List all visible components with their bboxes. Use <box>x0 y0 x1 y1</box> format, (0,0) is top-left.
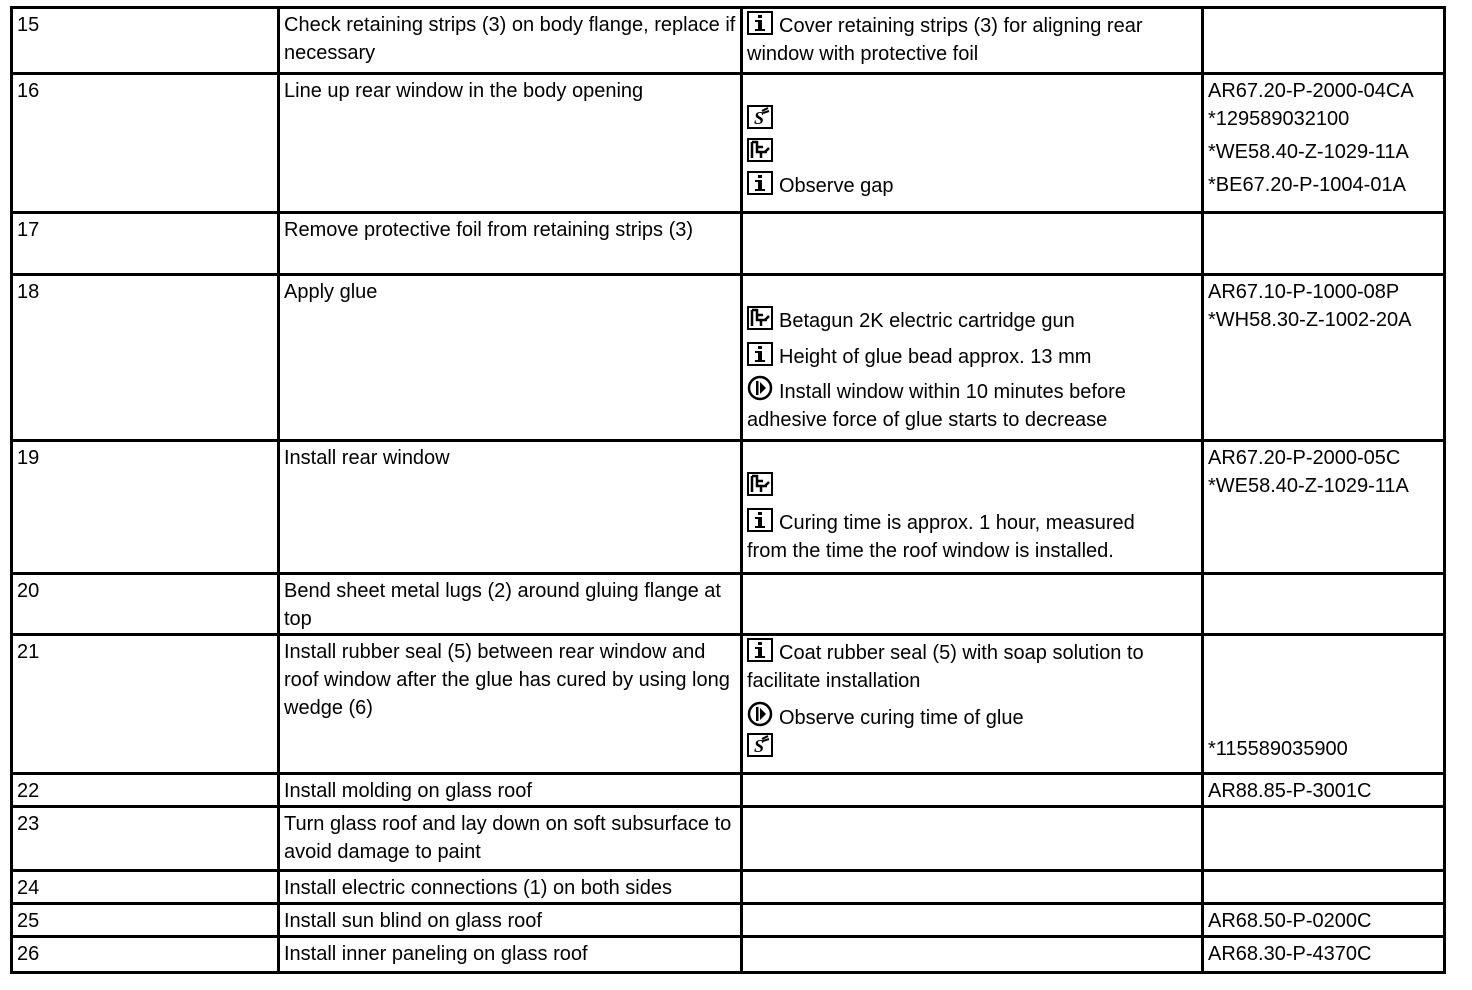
reference-link[interactable]: AR68.50-P-0200C <box>1208 910 1372 932</box>
step-notes <box>742 871 1203 904</box>
table-row <box>12 275 1445 441</box>
note-text: Install window within 10 minutes before <box>779 381 1126 403</box>
note-text: Coat rubber seal (5) with soap solution to <box>779 642 1144 664</box>
step-number: 24 <box>12 871 279 904</box>
step-notes <box>742 74 1203 213</box>
reference-link[interactable]: AR67.20-P-2000-04CA <box>1208 80 1414 102</box>
note-text: Observe gap <box>779 175 894 197</box>
step-reference <box>1203 937 1445 973</box>
step-task: Turn glass roof and lay down on soft subsurface to avoid damage to paint <box>279 807 742 871</box>
note-text: Curing time is approx. 1 hour, measured <box>779 512 1135 534</box>
step-notes <box>742 807 1203 871</box>
step-task: Install sun blind on glass roof <box>279 904 742 937</box>
table-row <box>12 937 1445 973</box>
step-reference <box>1203 774 1445 807</box>
note-text: Observe curing time of glue <box>779 707 1024 729</box>
step-notes <box>742 8 1203 74</box>
table-row <box>12 574 1445 635</box>
caution-icon <box>747 375 773 401</box>
reference-link[interactable]: AR88.85-P-3001C <box>1208 780 1372 802</box>
info-icon <box>747 508 773 532</box>
step-task: Line up rear window in the body opening <box>279 74 742 213</box>
note-text: adhesive force of glue starts to decrease <box>747 409 1108 431</box>
table-row <box>12 904 1445 937</box>
step-notes <box>742 574 1203 635</box>
special-tool-icon <box>747 733 773 757</box>
special-tool-icon <box>747 105 773 129</box>
note-text: Cover retaining strips (3) for aligning rear <box>779 15 1143 37</box>
glue-gun-icon <box>747 138 773 162</box>
table-row <box>12 441 1445 574</box>
step-reference <box>1203 8 1445 74</box>
step-reference <box>1203 904 1445 937</box>
step-notes <box>742 275 1203 441</box>
step-reference <box>1203 807 1445 871</box>
step-reference <box>1203 213 1445 275</box>
note-text: facilitate installation <box>747 670 921 692</box>
caution-icon <box>747 701 773 727</box>
step-notes <box>742 441 1203 574</box>
step-task: Install molding on glass roof <box>279 774 742 807</box>
step-reference <box>1203 74 1445 213</box>
reference-link[interactable]: *WH58.30-Z-1002-20A <box>1208 309 1412 331</box>
step-notes <box>742 904 1203 937</box>
part-number: *129589032100 <box>1208 108 1350 130</box>
table-row <box>12 871 1445 904</box>
step-number: 18 <box>12 275 279 441</box>
step-number: 23 <box>12 807 279 871</box>
reference-link[interactable]: *BE67.20-P-1004-01A <box>1208 174 1406 196</box>
step-notes <box>742 937 1203 973</box>
step-number: 16 <box>12 74 279 213</box>
step-number: 22 <box>12 774 279 807</box>
step-reference <box>1203 441 1445 574</box>
step-number: 25 <box>12 904 279 937</box>
step-number: 21 <box>12 635 279 774</box>
table-row <box>12 635 1445 774</box>
note-text: from the time the roof window is installed. <box>747 540 1114 562</box>
note-text: Height of glue bead approx. 13 mm <box>779 346 1092 368</box>
part-number: *115589035900 <box>1208 738 1348 760</box>
step-notes <box>742 774 1203 807</box>
step-task: Install inner paneling on glass roof <box>279 937 742 973</box>
step-number: 26 <box>12 937 279 973</box>
reference-link[interactable]: AR67.10-P-1000-08P <box>1208 281 1400 303</box>
procedure-table <box>10 6 1446 974</box>
reference-link[interactable]: *WE58.40-Z-1029-11A <box>1208 475 1409 497</box>
table-row <box>12 74 1445 213</box>
step-reference <box>1203 574 1445 635</box>
table-row <box>12 774 1445 807</box>
step-task: Install rear window <box>279 441 742 574</box>
step-reference <box>1203 871 1445 904</box>
reference-link[interactable]: AR67.20-P-2000-05C <box>1208 447 1401 469</box>
table-row <box>12 807 1445 871</box>
info-icon <box>747 342 773 366</box>
step-task: Apply glue <box>279 275 742 441</box>
note-text: window with protective foil <box>747 43 979 65</box>
step-notes <box>742 213 1203 275</box>
step-number: 20 <box>12 574 279 635</box>
step-task: Bend sheet metal lugs (2) around gluing flange at top <box>279 574 742 635</box>
info-icon <box>747 171 773 195</box>
step-task: Check retaining strips (3) on body flange, replace if necessary <box>279 8 742 74</box>
step-task: Remove protective foil from retaining strips (3) <box>279 213 742 275</box>
table-row <box>12 213 1445 275</box>
info-icon <box>747 11 773 35</box>
step-task: Install rubber seal (5) between rear window and roof window after the glue has cured by using long wedge (6) <box>279 635 742 774</box>
reference-link[interactable]: AR68.30-P-4370C <box>1208 943 1372 965</box>
step-number: 17 <box>12 213 279 275</box>
info-icon <box>747 638 773 662</box>
step-reference <box>1203 275 1445 441</box>
reference-link[interactable]: *WE58.40-Z-1029-11A <box>1208 141 1409 163</box>
step-task: Install electric connections (1) on both sides <box>279 871 742 904</box>
step-number: 15 <box>12 8 279 74</box>
step-notes <box>742 635 1203 774</box>
glue-gun-icon <box>747 306 773 330</box>
glue-gun-icon <box>747 472 773 496</box>
table-row <box>12 8 1445 74</box>
note-text: Betagun 2K electric cartridge gun <box>779 310 1075 332</box>
step-reference <box>1203 635 1445 774</box>
step-number: 19 <box>12 441 279 574</box>
